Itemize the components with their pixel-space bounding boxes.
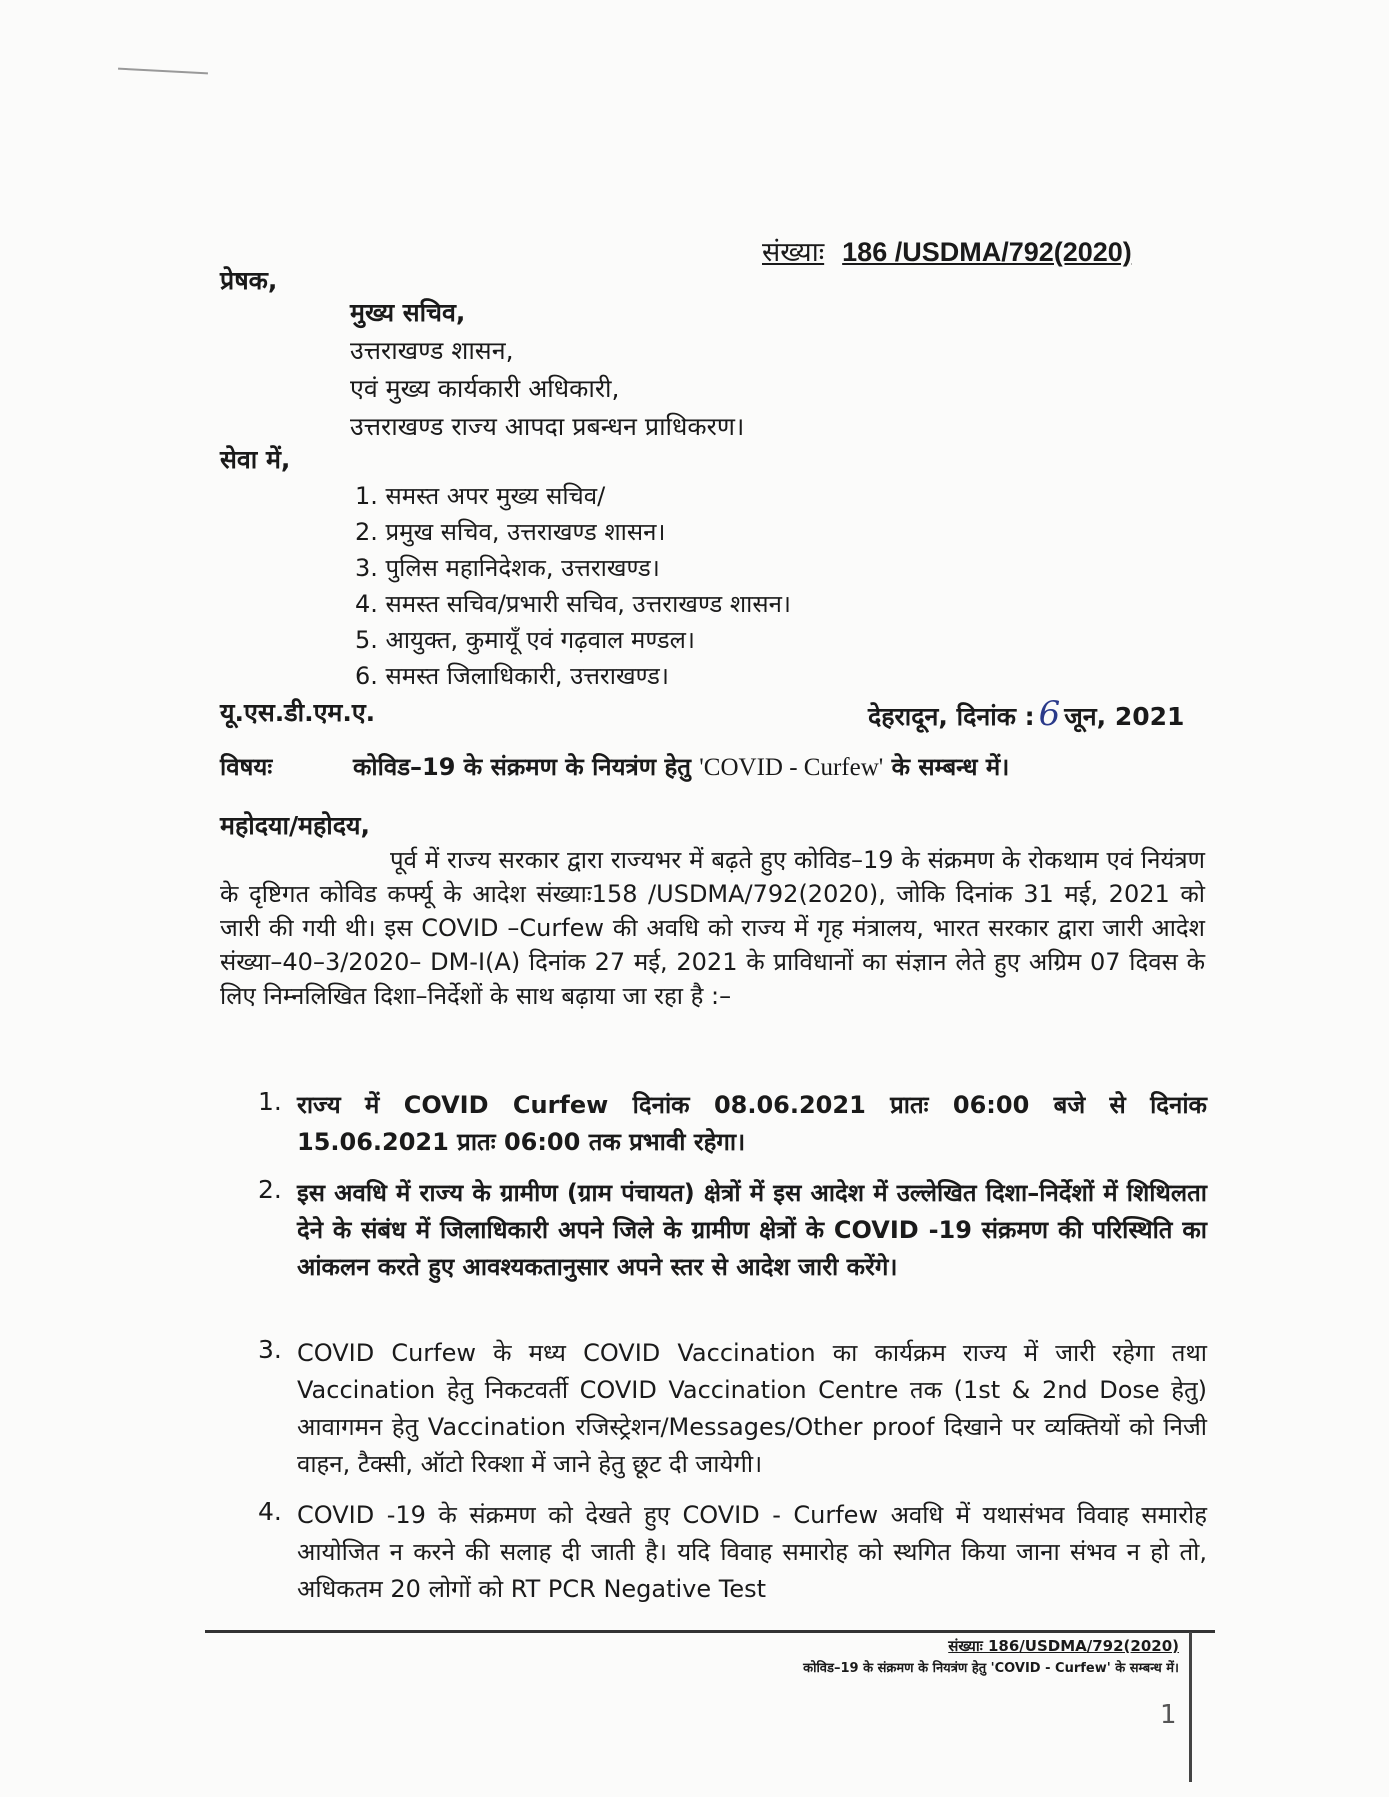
point-number: 2.	[258, 1175, 282, 1204]
intro-text: पूर्व में राज्य सरकार द्वारा राज्यभर में बढ़ते हुए कोविड–19 के संक्रमण के रोकथाम एवं नियंत्रण के दृष्टिगत कोविड कर्फ्यू के आदेश संख्याः158 /USDMA/792(2020), जोकि दिनांक 31 मई, 2021 को जारी की गयी थी। इस COVID –Curfew की अवधि को राज्य में गृह मंत्रालय, भारत सरकार द्वारा जारी आदेश संख्या–40–3/2020– DM-I(A) दिनांक 27 मई, 2021 के प्राविधानों का संज्ञान लेते हुए अग्रिम 07 दिवस के लिए निम्नलिखित दिशा–निर्देशों के साथ बढ़ाया जा रहा है :–	[220, 846, 1205, 1010]
page-number: 1	[1160, 1700, 1177, 1730]
recipients-label: सेवा में,	[220, 445, 291, 474]
salutation: महोदया/महोदय,	[220, 811, 371, 840]
subject-text-end: के सम्बन्ध में।	[891, 753, 1010, 781]
office-code: यू.एस.डी.एम.ए.	[220, 698, 376, 727]
sender-line: मुख्य सचिव,	[350, 298, 466, 327]
reference-number	[762, 232, 1132, 269]
footer-vertical-rule	[1189, 1632, 1192, 1782]
point-number: 4.	[258, 1497, 282, 1526]
date-prefix: देहरादून, दिनांक :	[868, 702, 1035, 731]
sender-block	[350, 294, 744, 446]
recipient-item: 3. पुलिस महानिदेशक, उत्तराखण्ड।	[355, 554, 660, 582]
subject-label: विषयः	[220, 753, 273, 781]
footer-subject: कोविड–19 के संक्रमण के नियत्रंण हेतु 'COVID - Curfew' के सम्बन्ध में।	[803, 1661, 1179, 1676]
sender-line: उत्तराखण्ड राज्य आपदा प्रबन्धन प्राधिकरण।	[350, 412, 745, 441]
point-item: इस अवधि में राज्य के ग्रामीण (ग्राम पंचायत) क्षेत्रों में इस आदेश में उल्लेखित दिशा–निर्देशों में शिथिलता देने के संबंध में जिलाधिकारी अपने जिले के ग्रामीण क्षेत्रों के COVID -19 संक्रमण की परिस्थिति का आंकलन करते हुए आवश्यकतानुसार अपने स्तर से आदेश जारी करेंगे।	[297, 1179, 1207, 1281]
date-day: 6	[1038, 694, 1061, 734]
subject-english: 'COVID - Curfew'	[699, 754, 884, 781]
recipient-item: 5. आयुक्त, कुमायूँ एवं गढ़वाल मण्डल।	[355, 626, 696, 654]
point-number: 1.	[258, 1087, 282, 1116]
recipient-item: 2. प्रमुख सचिव, उत्तराखण्ड शासन।	[355, 518, 666, 546]
reference-label: संख्याः	[762, 237, 825, 268]
sender-line: उत्तराखण्ड शासन,	[350, 336, 514, 365]
date-suffix: जून, 2021	[1064, 702, 1185, 731]
sender-label: प्रेषक,	[220, 266, 278, 295]
recipients-list	[355, 478, 791, 694]
letter-date	[868, 694, 1184, 734]
subject-line	[353, 750, 1009, 783]
scan-mark	[118, 68, 208, 75]
point-item: COVID -19 के संक्रमण को देखते हुए COVID - Curfew अवधि में यथासंभव विवाह समारोह आयोजित न करने की सलाह दी जाती है। यदि विवाह समारोह को स्थगित किया जाना संभव न हो तो, अधिकतम 20 लोगों को RT PCR Negative Test	[297, 1501, 1207, 1603]
point-item: राज्य में COVID Curfew दिनांक 08.06.2021 प्रातः 06:00 बजे से दिनांक 15.06.2021 प्रातः 06:00 तक प्रभावी रहेगा।	[297, 1091, 1207, 1156]
point-item: COVID Curfew के मध्य COVID Vaccination का कार्यक्रम राज्य में जारी रहेगा तथा Vaccination हेतु निकटवर्ती COVID Vaccination Centre तक (1st & 2nd Dose हेतु) आवागमन हेतु Vaccination रजिस्ट्रेशन/Messages/Other proof दिखाने पर व्यक्तियों को निजी वाहन, टैक्सी, ऑटो रिक्शा में जाने हेतु छूट दी जायेगी।	[297, 1339, 1207, 1478]
recipient-item: 4. समस्त सचिव/प्रभारी सचिव, उत्तराखण्ड शासन।	[355, 590, 791, 618]
footer-divider	[205, 1630, 1215, 1633]
sender-line: एवं मुख्य कार्यकारी अधिकारी,	[350, 374, 620, 403]
footer-reference	[948, 1636, 1179, 1656]
recipient-item: 6. समस्त जिलाधिकारी, उत्तराखण्ड।	[355, 662, 669, 690]
point-number: 3.	[258, 1335, 282, 1364]
reference-value: 186 /USDMA/792(2020)	[842, 237, 1132, 267]
recipient-item: 1. समस्त अपर मुख्य सचिव/	[355, 482, 606, 510]
intro-paragraph	[220, 843, 1205, 1013]
subject-text: कोविड–19 के संक्रमण के नियत्रंण हेतु	[353, 753, 691, 781]
footer-reference-number: /USDMA/792(2020)	[1019, 1637, 1179, 1655]
footer-reference-label: संख्याः 186	[948, 1637, 1020, 1655]
